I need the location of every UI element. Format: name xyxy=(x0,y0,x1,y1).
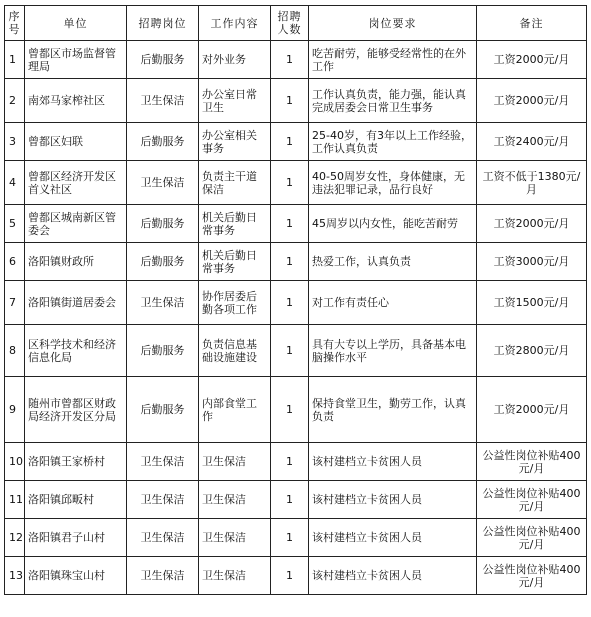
cell-post: 后勤服务 xyxy=(127,41,199,79)
col-header-post: 招聘岗位 xyxy=(127,6,199,41)
cell-note: 公益性岗位补贴400元/月 xyxy=(477,519,587,557)
cell-work: 办公室日常卫生 xyxy=(199,79,271,123)
cell-unit: 随州市曾都区财政局经济开发区分局 xyxy=(25,377,127,443)
table-row xyxy=(5,161,587,205)
cell-post: 卫生保洁 xyxy=(127,519,199,557)
table-row xyxy=(5,325,587,377)
cell-req: 具有大专以上学历，具备基本电脑操作水平 xyxy=(309,325,477,377)
cell-req: 对工作有责任心 xyxy=(309,281,477,325)
cell-req: 该村建档立卡贫困人员 xyxy=(309,557,477,595)
cell-no: 12 xyxy=(5,519,25,557)
cell-no: 7 xyxy=(5,281,25,325)
table-row xyxy=(5,519,587,557)
cell-work: 负责信息基础设施建设 xyxy=(199,325,271,377)
cell-note: 工资2800元/月 xyxy=(477,325,587,377)
cell-work: 卫生保洁 xyxy=(199,443,271,481)
cell-work: 卫生保洁 xyxy=(199,519,271,557)
cell-work: 卫生保洁 xyxy=(199,557,271,595)
cell-post: 卫生保洁 xyxy=(127,557,199,595)
cell-req: 该村建档立卡贫困人员 xyxy=(309,519,477,557)
cell-unit: 洛阳镇王家桥村 xyxy=(25,443,127,481)
cell-unit: 洛阳镇君子山村 xyxy=(25,519,127,557)
table-row xyxy=(5,281,587,325)
cell-count: 1 xyxy=(271,281,309,325)
cell-unit: 区科学技术和经济信息化局 xyxy=(25,325,127,377)
cell-count: 1 xyxy=(271,519,309,557)
table-row xyxy=(5,557,587,595)
cell-no: 11 xyxy=(5,481,25,519)
cell-unit: 曾都区城南新区管委会 xyxy=(25,205,127,243)
cell-unit: 洛阳镇财政所 xyxy=(25,243,127,281)
col-header-work: 工作内容 xyxy=(199,6,271,41)
cell-req: 40-50周岁女性，身体健康，无违法犯罪记录，品行良好 xyxy=(309,161,477,205)
cell-post: 卫生保洁 xyxy=(127,161,199,205)
cell-unit: 曾都区经济开发区首义社区 xyxy=(25,161,127,205)
cell-post: 后勤服务 xyxy=(127,325,199,377)
cell-no: 6 xyxy=(5,243,25,281)
cell-note: 工资2000元/月 xyxy=(477,377,587,443)
table-row xyxy=(5,481,587,519)
cell-unit: 南郊马家榨社区 xyxy=(25,79,127,123)
cell-req: 工作认真负责，能力强，能认真完成居委会日常卫生事务 xyxy=(309,79,477,123)
cell-no: 1 xyxy=(5,41,25,79)
cell-work: 协作居委后勤各项工作 xyxy=(199,281,271,325)
cell-req: 保持食堂卫生，勤劳工作，认真负责 xyxy=(309,377,477,443)
cell-post: 后勤服务 xyxy=(127,377,199,443)
cell-note: 公益性岗位补贴400元/月 xyxy=(477,443,587,481)
cell-note: 工资1500元/月 xyxy=(477,281,587,325)
cell-no: 4 xyxy=(5,161,25,205)
table-row xyxy=(5,41,587,79)
cell-work: 内部食堂工作 xyxy=(199,377,271,443)
cell-no: 10 xyxy=(5,443,25,481)
cell-no: 5 xyxy=(5,205,25,243)
cell-work: 对外业务 xyxy=(199,41,271,79)
cell-count: 1 xyxy=(271,79,309,123)
cell-no: 3 xyxy=(5,123,25,161)
cell-count: 1 xyxy=(271,205,309,243)
cell-post: 后勤服务 xyxy=(127,243,199,281)
cell-post: 卫生保洁 xyxy=(127,443,199,481)
col-header-note: 备注 xyxy=(477,6,587,41)
cell-req: 该村建档立卡贫困人员 xyxy=(309,443,477,481)
col-header-no: 序号 xyxy=(5,6,25,41)
cell-unit: 洛阳镇街道居委会 xyxy=(25,281,127,325)
cell-unit: 曾都区市场监督管理局 xyxy=(25,41,127,79)
recruitment-table xyxy=(4,5,587,595)
cell-post: 后勤服务 xyxy=(127,123,199,161)
cell-note: 工资2000元/月 xyxy=(477,41,587,79)
table-row xyxy=(5,377,587,443)
cell-post: 后勤服务 xyxy=(127,205,199,243)
cell-count: 1 xyxy=(271,557,309,595)
table-header-row xyxy=(5,6,587,41)
cell-post: 卫生保洁 xyxy=(127,79,199,123)
table-row xyxy=(5,79,587,123)
cell-no: 2 xyxy=(5,79,25,123)
cell-count: 1 xyxy=(271,377,309,443)
cell-unit: 洛阳镇珠宝山村 xyxy=(25,557,127,595)
cell-note: 工资2000元/月 xyxy=(477,79,587,123)
table-row xyxy=(5,123,587,161)
cell-post: 卫生保洁 xyxy=(127,281,199,325)
cell-note: 公益性岗位补贴400元/月 xyxy=(477,481,587,519)
cell-post: 卫生保洁 xyxy=(127,481,199,519)
cell-req: 热爱工作，认真负责 xyxy=(309,243,477,281)
cell-count: 1 xyxy=(271,443,309,481)
cell-count: 1 xyxy=(271,161,309,205)
cell-no: 8 xyxy=(5,325,25,377)
cell-count: 1 xyxy=(271,325,309,377)
cell-count: 1 xyxy=(271,123,309,161)
col-header-unit: 单位 xyxy=(25,6,127,41)
cell-req: 该村建档立卡贫困人员 xyxy=(309,481,477,519)
cell-note: 工资2400元/月 xyxy=(477,123,587,161)
col-header-count: 招聘人数 xyxy=(271,6,309,41)
cell-count: 1 xyxy=(271,243,309,281)
cell-work: 负责主干道保洁 xyxy=(199,161,271,205)
cell-work: 办公室相关事务 xyxy=(199,123,271,161)
cell-req: 25-40岁，有3年以上工作经验，工作认真负责 xyxy=(309,123,477,161)
col-header-req: 岗位要求 xyxy=(309,6,477,41)
cell-note: 工资不低于1380元/月 xyxy=(477,161,587,205)
cell-work: 机关后勤日常事务 xyxy=(199,243,271,281)
cell-unit: 洛阳镇邱畈村 xyxy=(25,481,127,519)
cell-count: 1 xyxy=(271,41,309,79)
cell-req: 吃苦耐劳，能够受经常性的在外工作 xyxy=(309,41,477,79)
table-body xyxy=(5,41,587,595)
cell-work: 机关后勤日常事务 xyxy=(199,205,271,243)
table-row xyxy=(5,443,587,481)
table-row xyxy=(5,205,587,243)
cell-work: 卫生保洁 xyxy=(199,481,271,519)
cell-unit: 曾都区妇联 xyxy=(25,123,127,161)
cell-note: 工资3000元/月 xyxy=(477,243,587,281)
cell-no: 9 xyxy=(5,377,25,443)
cell-no: 13 xyxy=(5,557,25,595)
cell-count: 1 xyxy=(271,481,309,519)
cell-note: 工资2000元/月 xyxy=(477,205,587,243)
table-row xyxy=(5,243,587,281)
cell-req: 45周岁以内女性，能吃苦耐劳 xyxy=(309,205,477,243)
cell-note: 公益性岗位补贴400元/月 xyxy=(477,557,587,595)
